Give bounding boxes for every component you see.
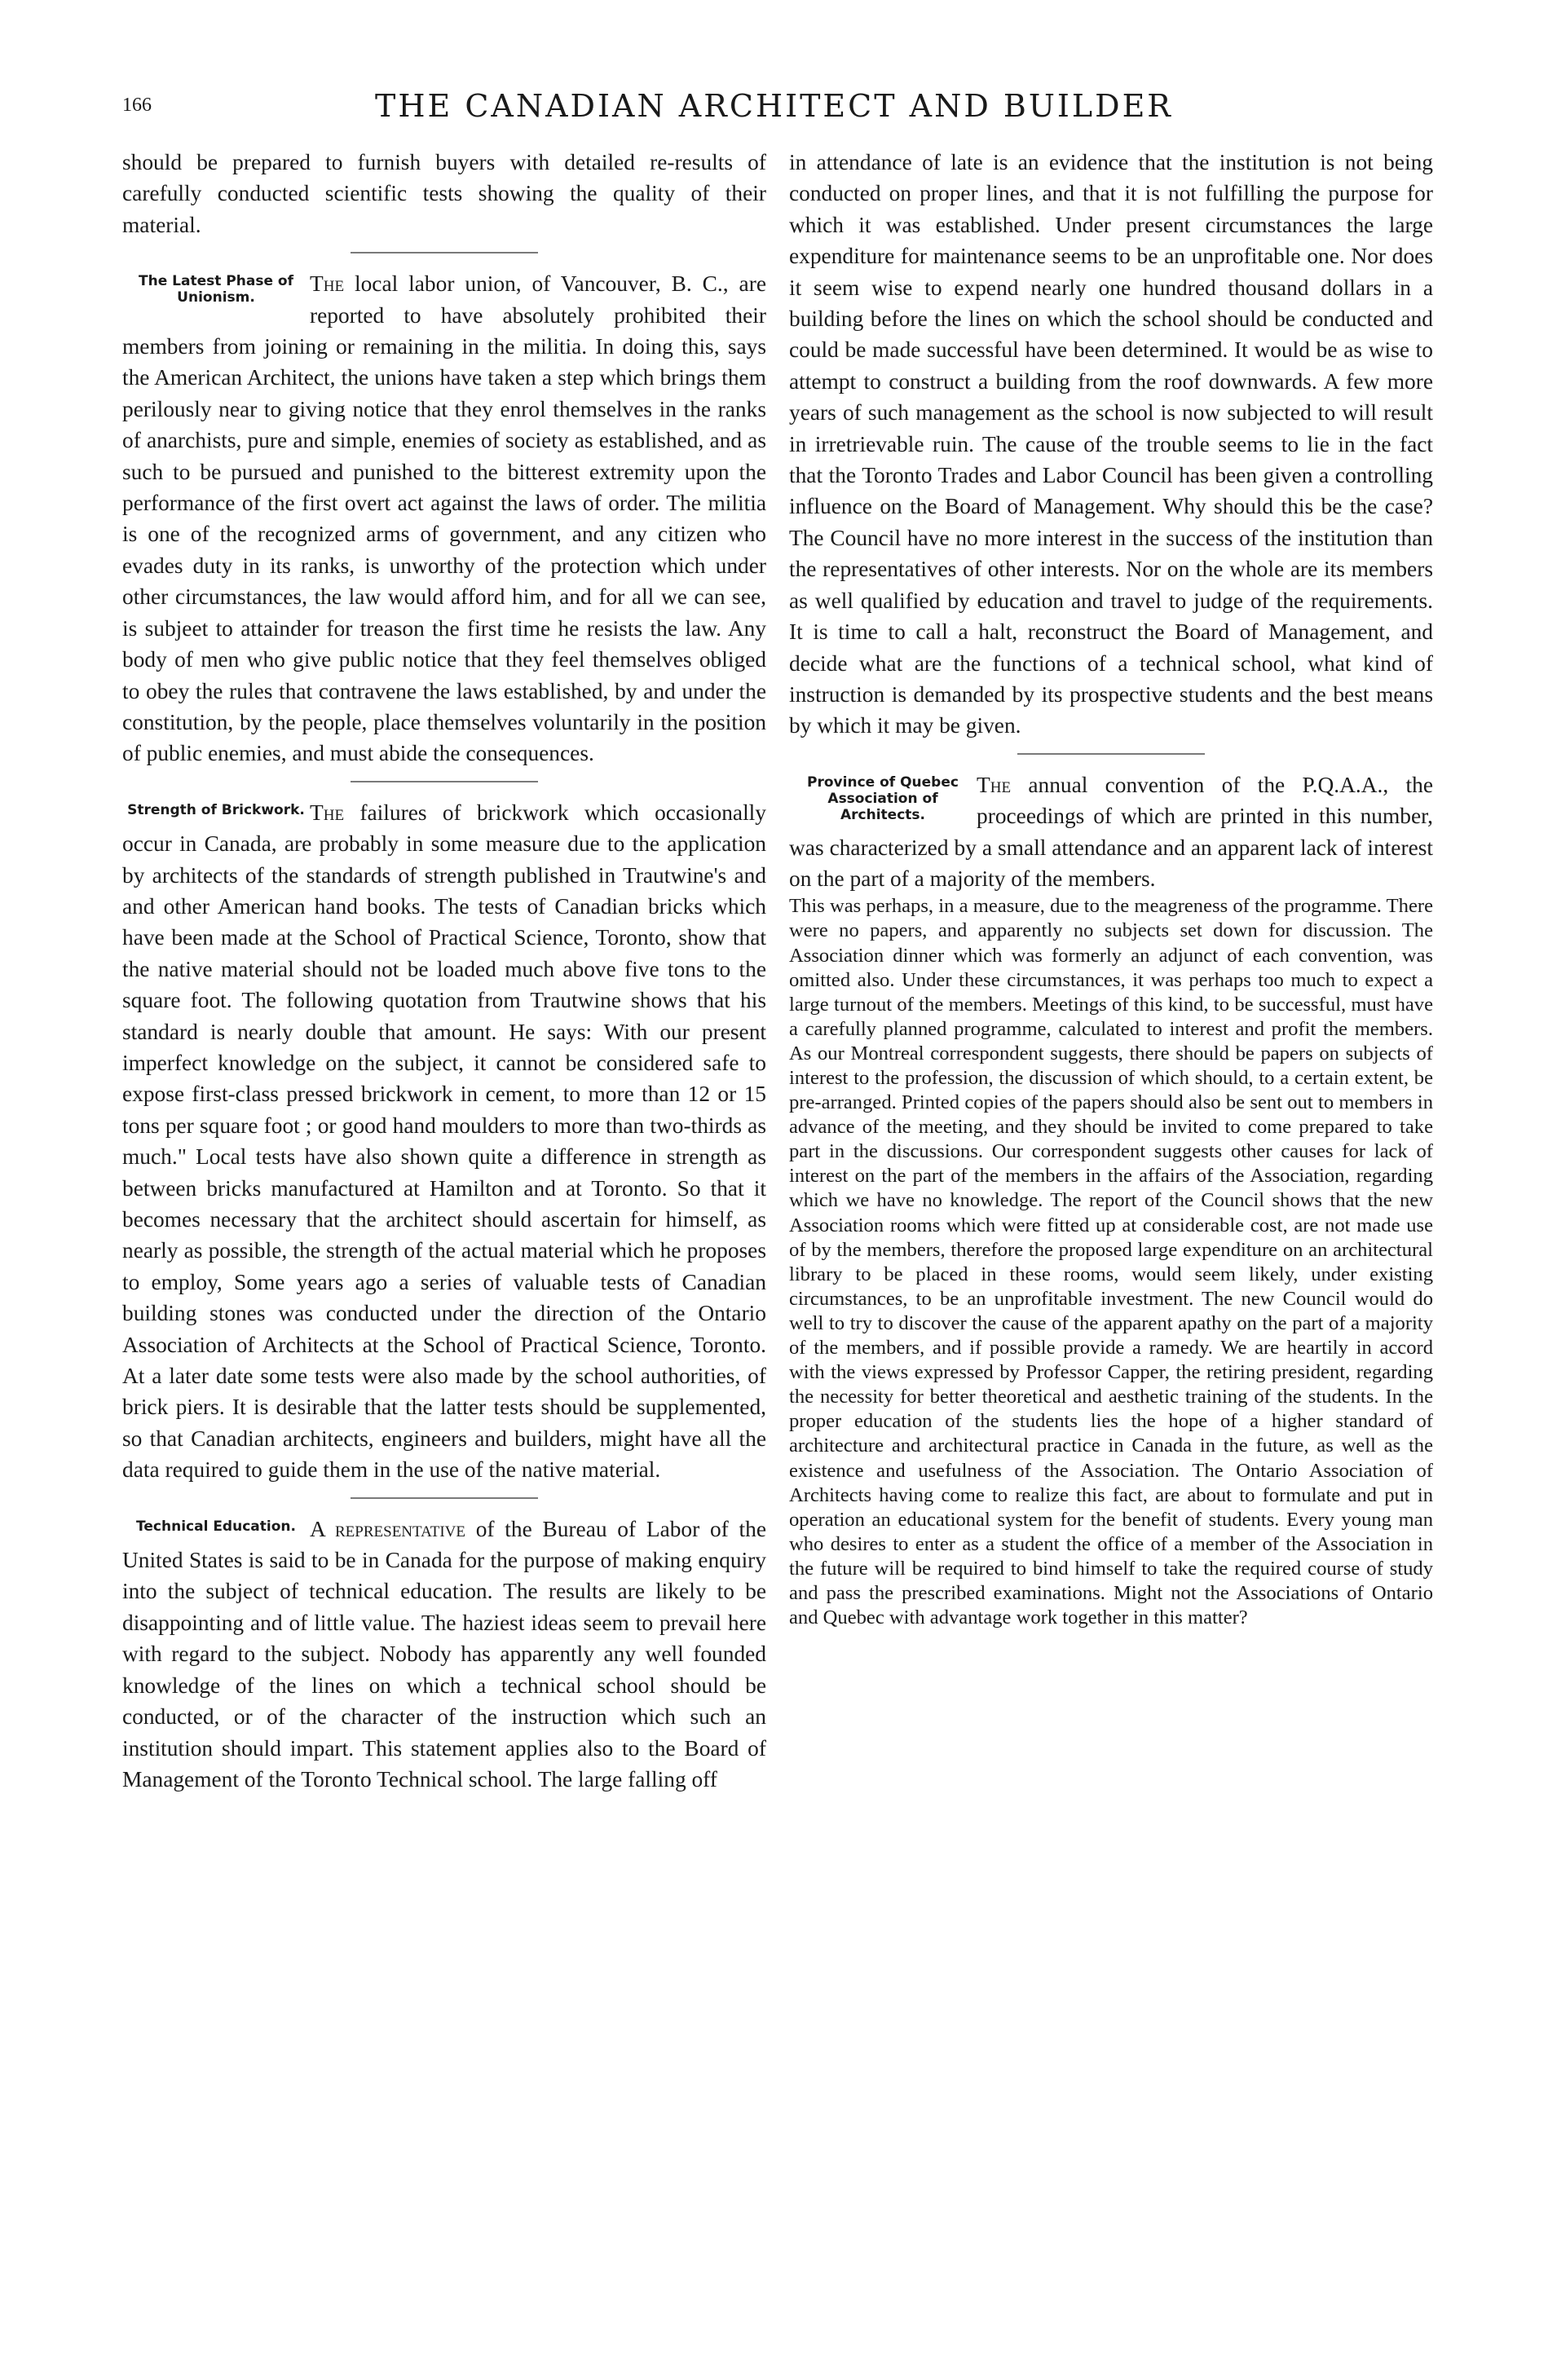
lead-in: The	[310, 271, 345, 297]
section-divider	[1017, 753, 1205, 755]
article-body	[789, 769, 1433, 895]
side-heading: Strength of Brickwork.	[127, 801, 305, 818]
left-intro-paragraph: should be prepared to furnish buyers with detailed re-results of carefully conducted scientific tests showing the quality of their material.	[122, 150, 766, 237]
section-divider	[351, 252, 538, 253]
article-strength-of-brickwork	[122, 797, 766, 1486]
journal-title: THE CANADIAN ARCHITECT AND BUILDER	[375, 88, 1173, 124]
article-text: of the Bureau of Labor of the United States is said to be in Canada for the purpose of making enquiry into the subject of technical education. The results are likely to be disappointing and of little value. The haziest ideas seem to prevail here with regard to the subject. Nobody has apparently any well founded knowledge of the lines on which a technical school should be conducted, or of the character of the instruction which such an institution should impart. This statement applies also to the Board of Management of the Toronto Technical school. The large falling off	[122, 1516, 766, 1792]
article-body	[122, 1514, 766, 1796]
section-divider	[351, 1497, 538, 1499]
lead-in: The	[977, 772, 1012, 797]
article-province-of-quebec-association	[789, 769, 1433, 1630]
section-divider	[351, 781, 538, 782]
article-text: failures of brickwork which occasionally occur in Canada, are probably in some measure due to the application by architects of the standards of strength published in Trautwine's and and other American hand books. The tests of Canadian bricks which have been made at the School of Practical Science, Toronto, show that the native material should not be loaded much above five tons to the square foot. The following quotation from Trautwine shows that his standard is nearly double that amount. He says: With our present imperfect knowledge on the subject, it cannot be considered safe to expose first-class pressed brickwork in cement, to more than 12 or 15 tons per square foot ; or good hand moulders to more than two-thirds as much." Local tests have also shown quite a difference in strength as between bricks manufactured at Hamilton and at Toronto. So that it becomes necessary that the architect should ascertain for himself, as nearly as possible, the strength of the actual material which he proposes to employ, Some years ago a series of valuable tests of Canadian building stones was conducted under the direction of the Ontario Association of Architects at the School of Practical Science, Toronto. At a later date some tests were also made by the school authorities, of brick piers. It is desirable that the latter tests should be supplemented, so that Canadian architects, engineers and builders, might have all the data required to guide them in the use of the native material.	[122, 800, 766, 1483]
right-intro-paragraph: in attendance of late is an evidence that the institution is not being conducted on proper lines, and that it is not fulfilling the purpose for which it was established. Under present circumstances the large expenditure for maintenance seems to be an unprofitable one. Nor does it seem wise to expend nearly one hundred thousand dollars in a building before the lines on which the school should be conducted and could be made successful have been determined. It would be as wise to attempt to construct a building from the roof downwards. A few more years of such management as the school is now subjected to will result in irretrievable ruin. The cause of the trouble seems to lie in the fact that the Toronto Trades and Labor Council has been given a controlling influence on the Board of Management. Why should this be the case? The Council have no more interest in the success of the institution than the representatives of other interests. Nor on the whole are its members as well qualified by education and travel to judge of the requirements. It is time to call a halt, reconstruct the Board of Management, and decide what are the functions of a technical school, what kind of instruction is demanded by its prospective students and the best means by which it may be given.	[789, 150, 1433, 738]
side-heading: Province of Quebec Association of Architects.	[807, 774, 959, 823]
article-latest-phase-of-unionism	[122, 268, 766, 769]
article-text: local labor union, of Vancouver, B. C., are reported to have absolutely prohibited their members from joining or remaining in the militia. In doing this, says the American Architect, the unions have taken a step which brings them perilously near to giving notice that they enrol themselves in the ranks of anarchists, pure and simple, enemies of society as established, and as such to be pursued and punished to the bitterest extremity upon the performance of the first overt act against the laws of order. The militia is one of the recognized arms of government, and any citizen who evades duty in its ranks, is unworthy of the protection which under other circumstances, the law would afford him, and for all we can see, is subjeet to attainder for treason the first time he resists the law. Any body of men who give public notice that they feel themselves obliged to obey the rules that contravene the laws established, by and under the constitution, by the people, place themselves voluntarily in the position of public enemies, and must abide the consequences.	[122, 271, 766, 766]
right-column	[789, 147, 1433, 1630]
side-heading: Technical Education.	[136, 1518, 296, 1535]
page-header	[122, 88, 1426, 137]
article-technical-education	[122, 1514, 766, 1796]
article-body	[122, 797, 766, 1486]
article-text: annual convention of the P.Q.A.A., the proceedings of which are printed in this number, was characterized by a small attendance and an apparent lack of interest on the part of a majority of the members.	[789, 772, 1433, 891]
lead-in: The	[310, 800, 345, 825]
article-body-small-type: This was perhaps, in a measure, due to the meagreness of the programme. There were no papers, and apparently no subjects set down for discussion. The Association dinner which was formerly an adjunct of each convention, was omitted also. Under these circumstances, it was perhaps too much to expect a large turnout of the members. Meetings of this kind, to be successful, must have a carefully planned programme, calculated to interest and profit the members. As our Montreal correspondent suggests, there should be papers on subjects of interest to the profession, the discussion of which should, to a certain extent, be pre-arranged. Printed copies of the papers should also be sent out to members in advance of the meeting, and they should be invited to come prepared to take part in the discussions. Our correspondent suggests other causes for lack of interest on the part of the members in the affairs of the Association, regarding which we have no knowledge. The report of the Council shows that the new Association rooms which were fitted up at considerable cost, are not made use of by the members, therefore the proposed large expenditure on an architectural library to be placed in these rooms, would seem likely, under existing circumstances, to be an unprofitable investment. The new Council would do well to try to discover the cause of the apparent apathy on the part of a majority of the members, and if possible provide a ramedy. We are heartily in accord with the views expressed by Professor Capper, the retiring president, regarding the necessity for better theoretical and aesthetic training of the students. In the proper education of the students lies the hope of a higher standard of architecture and architectural practice in Canada in the future, as well as the existence and usefulness of the Association. The Ontario Association of Architects having come to realize this fact, are about to formulate and put in operation an educational system for the benefit of students. Every young man who desires to enter as a student the office of a member of the Association in the future will be required to bind himself to take the required course of study and pass the prescribed examinations. Might not the Associations of Ontario and Quebec with advantage work together in this matter?	[789, 895, 1433, 1629]
left-column	[122, 147, 766, 1795]
side-heading: The Latest Phase of Unionism.	[139, 273, 293, 306]
lead-in: A representative	[310, 1516, 465, 1541]
article-body	[122, 268, 766, 769]
page-number: 166	[122, 95, 152, 116]
